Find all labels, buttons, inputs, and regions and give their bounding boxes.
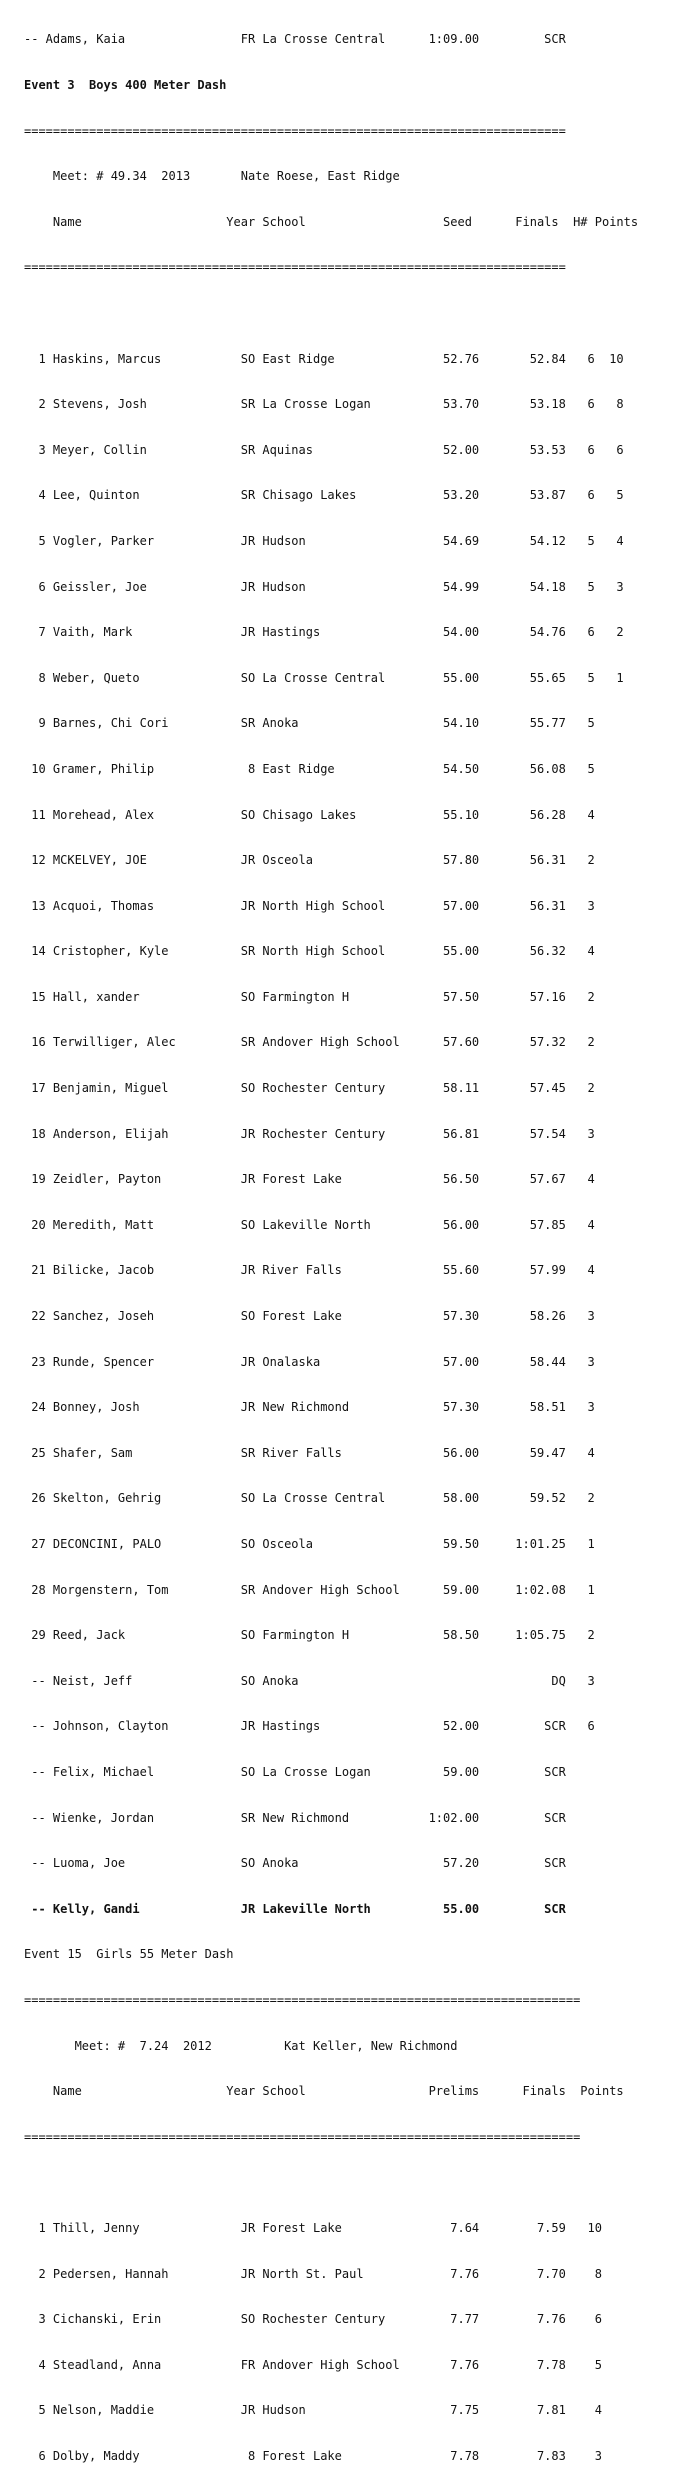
result-row: 2 Pedersen, Hannah JR North St. Paul 7.76 7.70 8 <box>24 2266 602 2281</box>
separator-line: =========================================================================== <box>24 123 566 138</box>
separator-line: Name Year School Prelims Finals Points <box>24 2084 624 2099</box>
column-header-row: Name Year School Seed Finals H# Points <box>24 214 639 229</box>
result-row: 16 Terwilliger, Alec SR Andover High School 57.60 57.32 2 <box>24 1035 595 1050</box>
result-row: 24 Bonney, Josh JR New Richmond 57.30 58.51 3 <box>24 1400 595 1415</box>
result-row: -- Adams, Kaia FR La Crosse Central 1:09.00 SCR <box>24 32 566 47</box>
result-row: 4 Steadland, Anna FR Andover High School 7.76 7.78 5 <box>24 2357 602 2372</box>
result-row: 21 Bilicke, Jacob JR River Falls 55.60 57.99 4 <box>24 1263 595 1278</box>
result-row: 13 Acquoi, Thomas JR North High School 57.00 56.31 3 <box>24 898 595 913</box>
result-row: 9 Barnes, Chi Cori SR Anoka 54.10 55.77 5 <box>24 716 595 731</box>
result-row: 26 Skelton, Gehrig SO La Crosse Central 58.00 59.52 2 <box>24 1491 595 1506</box>
event-heading: -- Kelly, Gandi JR Lakeville North 55.00 SCR <box>24 1901 566 1916</box>
result-row: 3 Meyer, Collin SR Aquinas 52.00 53.53 6 6 <box>24 442 624 457</box>
result-row: -- Neist, Jeff SO Anoka DQ 3 <box>24 1673 595 1688</box>
results-document <box>24 2 638 2479</box>
meet-record-line: Meet: # 49.34 2013 Nate Roese, East Ridge <box>24 169 400 184</box>
result-row: 4 Lee, Quinton SR Chisago Lakes 53.20 53.87 6 5 <box>24 488 624 503</box>
result-row: 5 Vogler, Parker JR Hudson 54.69 54.12 5 4 <box>24 533 624 548</box>
blank-line: ============================================================================= <box>24 2129 581 2144</box>
result-row: -- Johnson, Clayton JR Hastings 52.00 SCR 6 <box>24 1719 595 1734</box>
result-row: 8 Weber, Queto SO La Crosse Central 55.00 55.65 5 1 <box>24 670 624 685</box>
result-row: 7 Vaith, Mark JR Hastings 54.00 54.76 6 2 <box>24 625 624 640</box>
result-row <box>24 2175 638 2190</box>
result-row: 6 Geissler, Joe JR Hudson 54.99 54.18 5 3 <box>24 579 624 594</box>
result-row: 17 Benjamin, Miguel SO Rochester Century 58.11 57.45 2 <box>24 1081 595 1096</box>
result-row: 3 Cichanski, Erin SO Rochester Century 7.77 7.76 6 <box>24 2312 602 2327</box>
result-row: 15 Hall, xander SO Farmington H 57.50 57.16 2 <box>24 989 595 1004</box>
result-row: 29 Reed, Jack SO Farmington H 58.50 1:05.75 2 <box>24 1628 595 1643</box>
event-heading: Event 3 Boys 400 Meter Dash <box>24 78 227 92</box>
result-row: 2 Stevens, Josh SR La Crosse Logan 53.70 53.18 6 8 <box>24 397 624 412</box>
meet-record-line: ============================================================================= <box>24 1992 581 2007</box>
separator-line: Event 15 Girls 55 Meter Dash <box>24 1947 234 1962</box>
result-row: 25 Shafer, Sam SR River Falls 56.00 59.47 4 <box>24 1445 595 1460</box>
result-row: 5 Nelson, Maddie JR Hudson 7.75 7.81 4 <box>24 2403 602 2418</box>
result-row: 12 MCKELVEY, JOE JR Osceola 57.80 56.31 2 <box>24 853 595 868</box>
result-row: 14 Cristopher, Kyle SR North High School 55.00 56.32 4 <box>24 944 595 959</box>
result-row: -- Felix, Michael SO La Crosse Logan 59.00 SCR <box>24 1764 566 1779</box>
result-row: 22 Sanchez, Joseh SO Forest Lake 57.30 58.26 3 <box>24 1309 595 1324</box>
result-row: 23 Runde, Spencer JR Onalaska 57.00 58.44 3 <box>24 1354 595 1369</box>
result-row: 1 Thill, Jenny JR Forest Lake 7.64 7.59 10 <box>24 2220 602 2235</box>
result-row: 10 Gramer, Philip 8 East Ridge 54.50 56.08 5 <box>24 761 595 776</box>
result-row: 20 Meredith, Matt SO Lakeville North 56.00 57.85 4 <box>24 1217 595 1232</box>
result-row: -- Wienke, Jordan SR New Richmond 1:02.00 SCR <box>24 1810 566 1825</box>
column-header-row: Meet: # 7.24 2012 Kat Keller, New Richmond <box>24 2038 458 2053</box>
separator-line: =========================================================================== <box>24 260 566 275</box>
result-row: 1 Haskins, Marcus SO East Ridge 52.76 52.84 6 10 <box>24 351 624 366</box>
result-row: 18 Anderson, Elijah JR Rochester Century 56.81 57.54 3 <box>24 1126 595 1141</box>
result-row: -- Luoma, Joe SO Anoka 57.20 SCR <box>24 1856 566 1871</box>
result-row: 19 Zeidler, Payton JR Forest Lake 56.50 57.67 4 <box>24 1172 595 1187</box>
result-row: 11 Morehead, Alex SO Chisago Lakes 55.10 56.28 4 <box>24 807 595 822</box>
blank-line <box>24 306 638 321</box>
result-row: 6 Dolby, Maddy 8 Forest Lake 7.78 7.83 3 <box>24 2448 602 2463</box>
result-row: 28 Morgenstern, Tom SR Andover High School 59.00 1:02.08 1 <box>24 1582 595 1597</box>
result-row: 27 DECONCINI, PALO SO Osceola 59.50 1:01.25 1 <box>24 1537 595 1551</box>
